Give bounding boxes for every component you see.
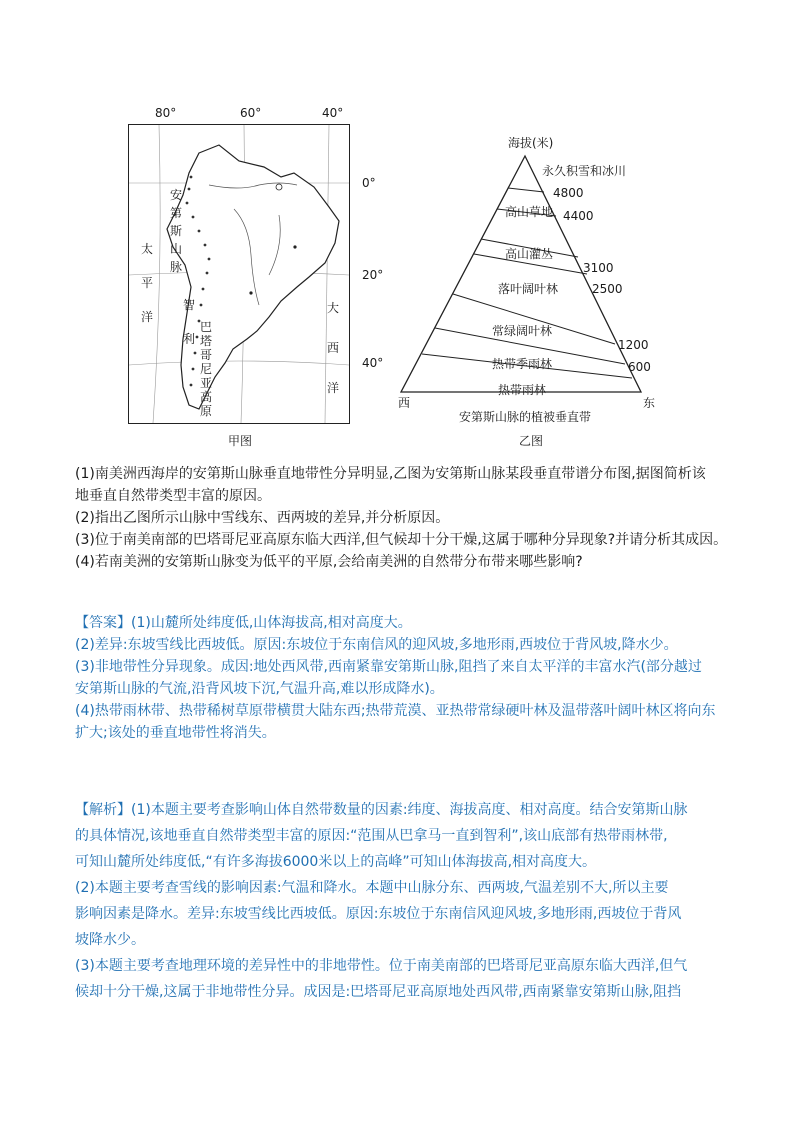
label-patagonia [200,320,214,418]
altitude-2500: 2500 [592,282,623,296]
analysis-1-line-1: (1)本题主要考查影响山体自然带数量的因素:纬度、海拔高度、相对高度。结合安第斯山脉 [131,802,688,818]
analysis-2-line-3: 坡降水少。 [75,932,145,948]
analysis-2-line-1: (2)本题主要考查雪线的影响因素:气温和降水。本题中山脉分东、西两坡,气温差别不大,所以主要 [75,880,669,896]
zone-label-deciduous: 落叶阔叶林 [498,282,559,296]
analysis-block [75,797,735,1005]
map-caption: 甲图 [228,434,253,448]
lon-label-40: 40° [322,106,344,120]
label-pacific [141,232,155,334]
south-america-map [128,124,350,424]
answer-3-line-2: 安第斯山脉的气流,沿背风坡下沉,气温升高,难以形成降水)。 [75,681,444,697]
analysis-1-line-2: 的具体情况,该地垂直自然带类型丰富的原因:“范围从巴拿马一直到智利”,该山底部有热带雨林带, [75,828,668,844]
altitude-4400: 4400 [563,209,594,223]
lon-label-80: 80° [155,106,177,120]
atlantic-text: 大西洋 [327,301,340,395]
label-andes [170,186,184,276]
map-graphic [129,125,349,423]
zone-label-evergreen: 常绿阔叶林 [492,324,553,338]
answer-2: (2)差异:东坡雪线比西坡低。原因:东坡位于东南信风的迎风坡,多地形雨,西坡位于背风坡,降水少。 [75,637,678,653]
zone-label-alpine-shrub: 高山灌丛 [505,247,554,261]
lat-label-20: 20° [362,268,384,282]
question-block [75,463,735,573]
label-chile [183,288,197,356]
zone-chart-subtitle: 安第斯山脉的植被垂直带 [459,410,592,424]
altitude-1200: 1200 [618,338,649,352]
analysis-2-line-2: 影响因素是降水。差异:东坡雪线比西坡低。原因:东坡位于东南信风迎风坡,多地形雨,西坡位于背风 [75,906,682,922]
lat-label-0: 0° [362,176,376,190]
zone-chart-caption: 乙图 [519,434,544,448]
answer-3-line-1: (3)非地带性分异现象。成因:地处西风带,西南紧靠安第斯山脉,阻挡了来自太平洋的丰富水汽(部分越过 [75,659,702,675]
answer-4-line-1: (4)热带雨林带、热带稀树草原带横贯大陆东西;热带荒漠、亚热带常绿硬叶林及温带落叶阔叶林区将向东 [75,703,716,719]
answer-4-line-2: 扩大;该处的垂直地带性将消失。 [75,725,276,741]
altitude-4800: 4800 [553,186,584,200]
analysis-tag: 【解析】 [75,802,131,818]
zone-chart-y-title: 海拔(米) [508,136,554,150]
zone-label-rainforest: 热带雨林 [498,383,547,397]
question-4: (4)若南美洲的安第斯山脉变为低平的平原,会给南美洲的自然带分布带来哪些影响? [75,554,583,570]
altitude-600: 600 [628,360,651,374]
west-label: 西 [398,396,411,410]
pacific-text: 太平洋 [141,242,154,324]
answer-tag: 【答案】 [75,615,131,631]
east-label: 东 [643,396,656,410]
zone-label-alpine-meadow: 高山草地 [505,205,554,219]
zone-label-snow: 永久积雪和冰川 [542,164,627,178]
zone-label-monsoon: 热带季雨林 [492,357,553,371]
question-1-line-2: 地垂直自然带类型丰富的原因。 [75,488,271,504]
label-atlantic [327,288,341,408]
altitude-3100: 3100 [583,261,614,275]
figures [0,0,800,460]
question-2: (2)指出乙图所示山脉中雪线东、西两坡的差异,并分析原因。 [75,510,450,526]
analysis-3-line-2: 候却十分干燥,这属于非地带性分异。成因是:巴塔哥尼亚高原地处西风带,西南紧靠安第斯山脉,阻挡 [75,984,682,1000]
analysis-3-line-1: (3)本题主要考查地理环境的差异性中的非地带性。位于南美南部的巴塔哥尼亚高原东临大西洋,但气 [75,958,688,974]
answer-1: (1)山麓所处纬度低,山体海拔高,相对高度大。 [131,615,412,631]
question-1-line-1: (1)南美洲西海岸的安第斯山脉垂直地带性分异明显,乙图为安第斯山脉某段垂直带谱分布图,据图简析该 [75,466,706,482]
lat-label-40: 40° [362,356,384,370]
patagonia-text: 巴塔哥尼亚高原 [200,320,213,418]
lon-label-60: 60° [240,106,262,120]
andes-text: 安第斯山脉 [170,188,183,274]
analysis-1-line-3: 可知山麓所处纬度低,“有许多海拔6000米以上的高峰”可知山体海拔高,相对高度大。 [75,854,597,870]
question-3: (3)位于南美南部的巴塔哥尼亚高原东临大西洋,但气候却十分干燥,这属于哪种分异现象?并请分析其成因。 [75,532,728,548]
chile-text: 智利 [183,298,196,346]
answer-block [75,612,735,744]
